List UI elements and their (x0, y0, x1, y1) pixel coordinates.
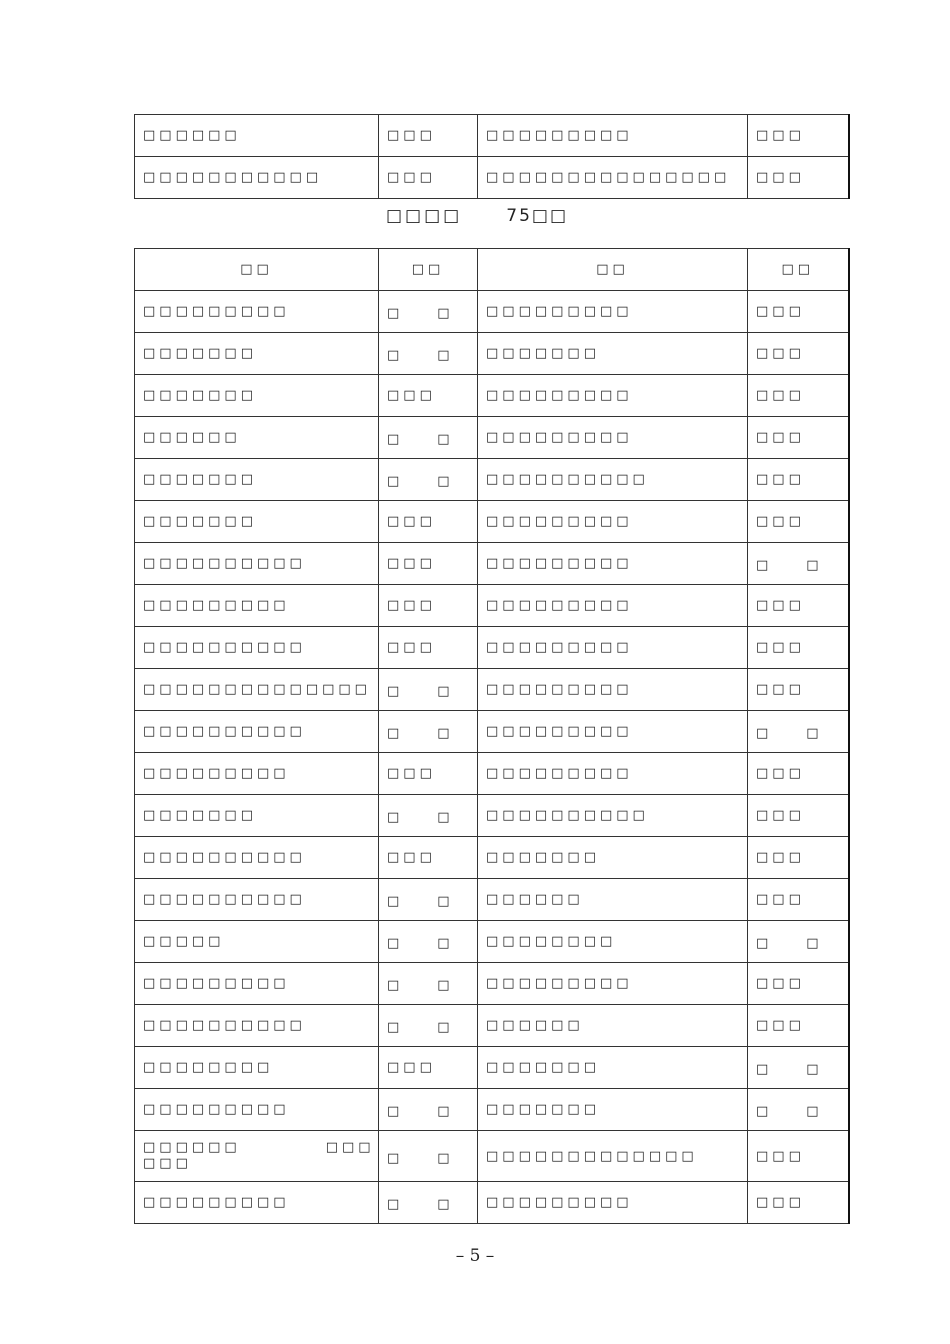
table-cell: □ □ (379, 795, 478, 837)
table-row (135, 921, 849, 963)
table-cell: □□□ (379, 753, 478, 795)
table-row (135, 963, 849, 1005)
table-cell: □ □ (379, 1131, 478, 1182)
table-cell: □□□ (748, 963, 849, 1005)
table-cell: □□□□□□□□□ (478, 585, 748, 627)
table-row (135, 543, 849, 585)
main-table (134, 248, 850, 1224)
table-cell: □□□□□□□ (135, 459, 379, 501)
table-row (135, 711, 849, 753)
table-cell: □□□□□□□□□ (135, 291, 379, 333)
table-cell: □□□□□□□□□ (478, 669, 748, 711)
table-cell: □□□□□□ (135, 115, 379, 157)
table-cell: □□□□□□□□□ (135, 963, 379, 1005)
table-cell: □□□ (379, 543, 478, 585)
table-row (135, 879, 849, 921)
table-row (135, 157, 849, 199)
table-row (135, 291, 849, 333)
table-cell: □□□ (748, 1182, 849, 1224)
table-cell: □□□□□□□□□ (135, 1089, 379, 1131)
table-cell: □□□□□□□□□□□□□ (478, 1131, 748, 1182)
main-table-header-row (135, 249, 849, 291)
table-cell: □□□□□□□□□ (135, 1182, 379, 1224)
table-cell: □□□ (379, 1047, 478, 1089)
table-cell: □□□□□□□□□ (478, 501, 748, 543)
table-cell: □ □ (379, 921, 478, 963)
table-cell: □□□□□□□□□ (135, 753, 379, 795)
table-caption (386, 206, 568, 226)
table-cell: □□□□□□□□□ (478, 543, 748, 585)
table-row (135, 1089, 849, 1131)
table-cell: □□□ (748, 669, 849, 711)
table-cell: □□□ (748, 333, 849, 375)
table-cell: □□□ (748, 837, 849, 879)
table-cell: □□□□□□□ (478, 1089, 748, 1131)
table-cell: □□□□□□□□□□□□□□□ (478, 157, 748, 199)
table-cell: □□□□□□□□□ (478, 115, 748, 157)
table-cell: □□□□□□□□□ (478, 753, 748, 795)
header-cell: □□ (748, 249, 849, 291)
table-row (135, 375, 849, 417)
table-row (135, 1182, 849, 1224)
table-row (135, 795, 849, 837)
table-cell: □□□ (748, 115, 849, 157)
table-cell: □□□ (379, 115, 478, 157)
table-cell: □□□ (748, 375, 849, 417)
table-cell: □□□□□□□□□□ (135, 837, 379, 879)
table-cell: □□□□□□□□□□ (135, 711, 379, 753)
table-row (135, 1005, 849, 1047)
table-cell: □□□□□□□ (478, 1047, 748, 1089)
header-cell: □□ (135, 249, 379, 291)
table-row (135, 837, 849, 879)
table-cell: □ □ (379, 711, 478, 753)
table-cell: □□□ (748, 157, 849, 199)
table-cell: □□□□□□□□□ (478, 963, 748, 1005)
table-row (135, 1131, 849, 1182)
table-cell: □ □ (748, 1089, 849, 1131)
table-cell: □□□ (748, 417, 849, 459)
header-cell: □□ (379, 249, 478, 291)
table-cell: □ □ (379, 1089, 478, 1131)
table-cell: □□□□□□□ (478, 333, 748, 375)
table-cell: □ □ (748, 543, 849, 585)
table-cell: □□□□□□ (135, 417, 379, 459)
table-cell: □ □ (379, 669, 478, 711)
table-cell: □□□□□□□□□□□□□□ (135, 669, 379, 711)
table-cell: □□□□□□ □□□□□□ (135, 1131, 379, 1182)
caption-text: □□□□ (386, 206, 463, 226)
table-cell: □□□□□□□□□ (478, 291, 748, 333)
table-cell: □□□ (748, 879, 849, 921)
table-cell: □□□ (748, 459, 849, 501)
table-cell: □□□ (748, 1131, 849, 1182)
table-row (135, 333, 849, 375)
table-cell: □□□ (748, 501, 849, 543)
table-row (135, 627, 849, 669)
table-row (135, 417, 849, 459)
table-row (135, 1047, 849, 1089)
table-cell: □□□□□□□□□□ (135, 627, 379, 669)
table-row (135, 459, 849, 501)
table-cell: □□□□□□□ (135, 501, 379, 543)
table-cell: □□□ (379, 627, 478, 669)
table-cell: □□□ (748, 1005, 849, 1047)
table-cell: □ □ (379, 963, 478, 1005)
table-cell: □□□ (748, 795, 849, 837)
table-cell: □□□□□□□ (135, 375, 379, 417)
table-cell: □□□□□□□□□ (478, 711, 748, 753)
table-cell: □□□□□□□□□ (478, 417, 748, 459)
table-row (135, 501, 849, 543)
table-cell: □□□□□□□□□□□ (135, 157, 379, 199)
table-cell: □ □ (379, 291, 478, 333)
table-cell: □ □ (379, 879, 478, 921)
table-cell: □ □ (379, 1182, 478, 1224)
table-cell: □□□ (379, 501, 478, 543)
table-cell: □□□□□□□□□ (478, 375, 748, 417)
table-cell: □□□□□□□□□□ (135, 543, 379, 585)
caption-count: 75□□ (506, 206, 569, 226)
table-cell: □□□□□□□ (135, 333, 379, 375)
table-cell: □□□□□□□□□□ (135, 1005, 379, 1047)
header-cell: □□ (478, 249, 748, 291)
table-cell: □ □ (379, 417, 478, 459)
table-cell: □□□ (379, 157, 478, 199)
top-table-body (135, 115, 849, 199)
table-cell: □ □ (379, 1005, 478, 1047)
table-cell: □□□ (379, 585, 478, 627)
table-cell: □□□□□□□ (135, 795, 379, 837)
table-cell: □□□□□□□□□□ (478, 795, 748, 837)
table-cell: □ □ (379, 333, 478, 375)
table-cell: □□□ (748, 585, 849, 627)
table-cell: □□□ (748, 627, 849, 669)
table-cell: □□□ (379, 837, 478, 879)
table-cell: □□□□□□□□ (135, 1047, 379, 1089)
table-cell: □□□ (748, 291, 849, 333)
table-cell: □□□□□□□□□□ (478, 459, 748, 501)
table-cell: □□□□□□□□□ (478, 1182, 748, 1224)
table-cell: □□□ (379, 375, 478, 417)
table-cell: □ □ (748, 921, 849, 963)
table-cell: □ □ (379, 459, 478, 501)
table-row (135, 585, 849, 627)
table-row (135, 669, 849, 711)
table-cell: □□□□□□ (478, 879, 748, 921)
table-cell: □□□□□□□□ (478, 921, 748, 963)
table-cell: □□□□□□□□□□ (135, 879, 379, 921)
page-number: – 5 – (455, 1246, 495, 1266)
table-cell: □□□□□□□□□ (478, 627, 748, 669)
table-row (135, 115, 849, 157)
table-cell: □□□□□□□□□ (135, 585, 379, 627)
table-cell: □□□ (748, 753, 849, 795)
table-cell: □ □ (748, 1047, 849, 1089)
table-cell: □□□□□□□ (478, 837, 748, 879)
table-cell: □□□□□□ (478, 1005, 748, 1047)
main-table-body (135, 291, 849, 1224)
top-table (134, 114, 850, 199)
table-row (135, 753, 849, 795)
table-cell: □□□□□ (135, 921, 379, 963)
table-cell: □ □ (748, 711, 849, 753)
